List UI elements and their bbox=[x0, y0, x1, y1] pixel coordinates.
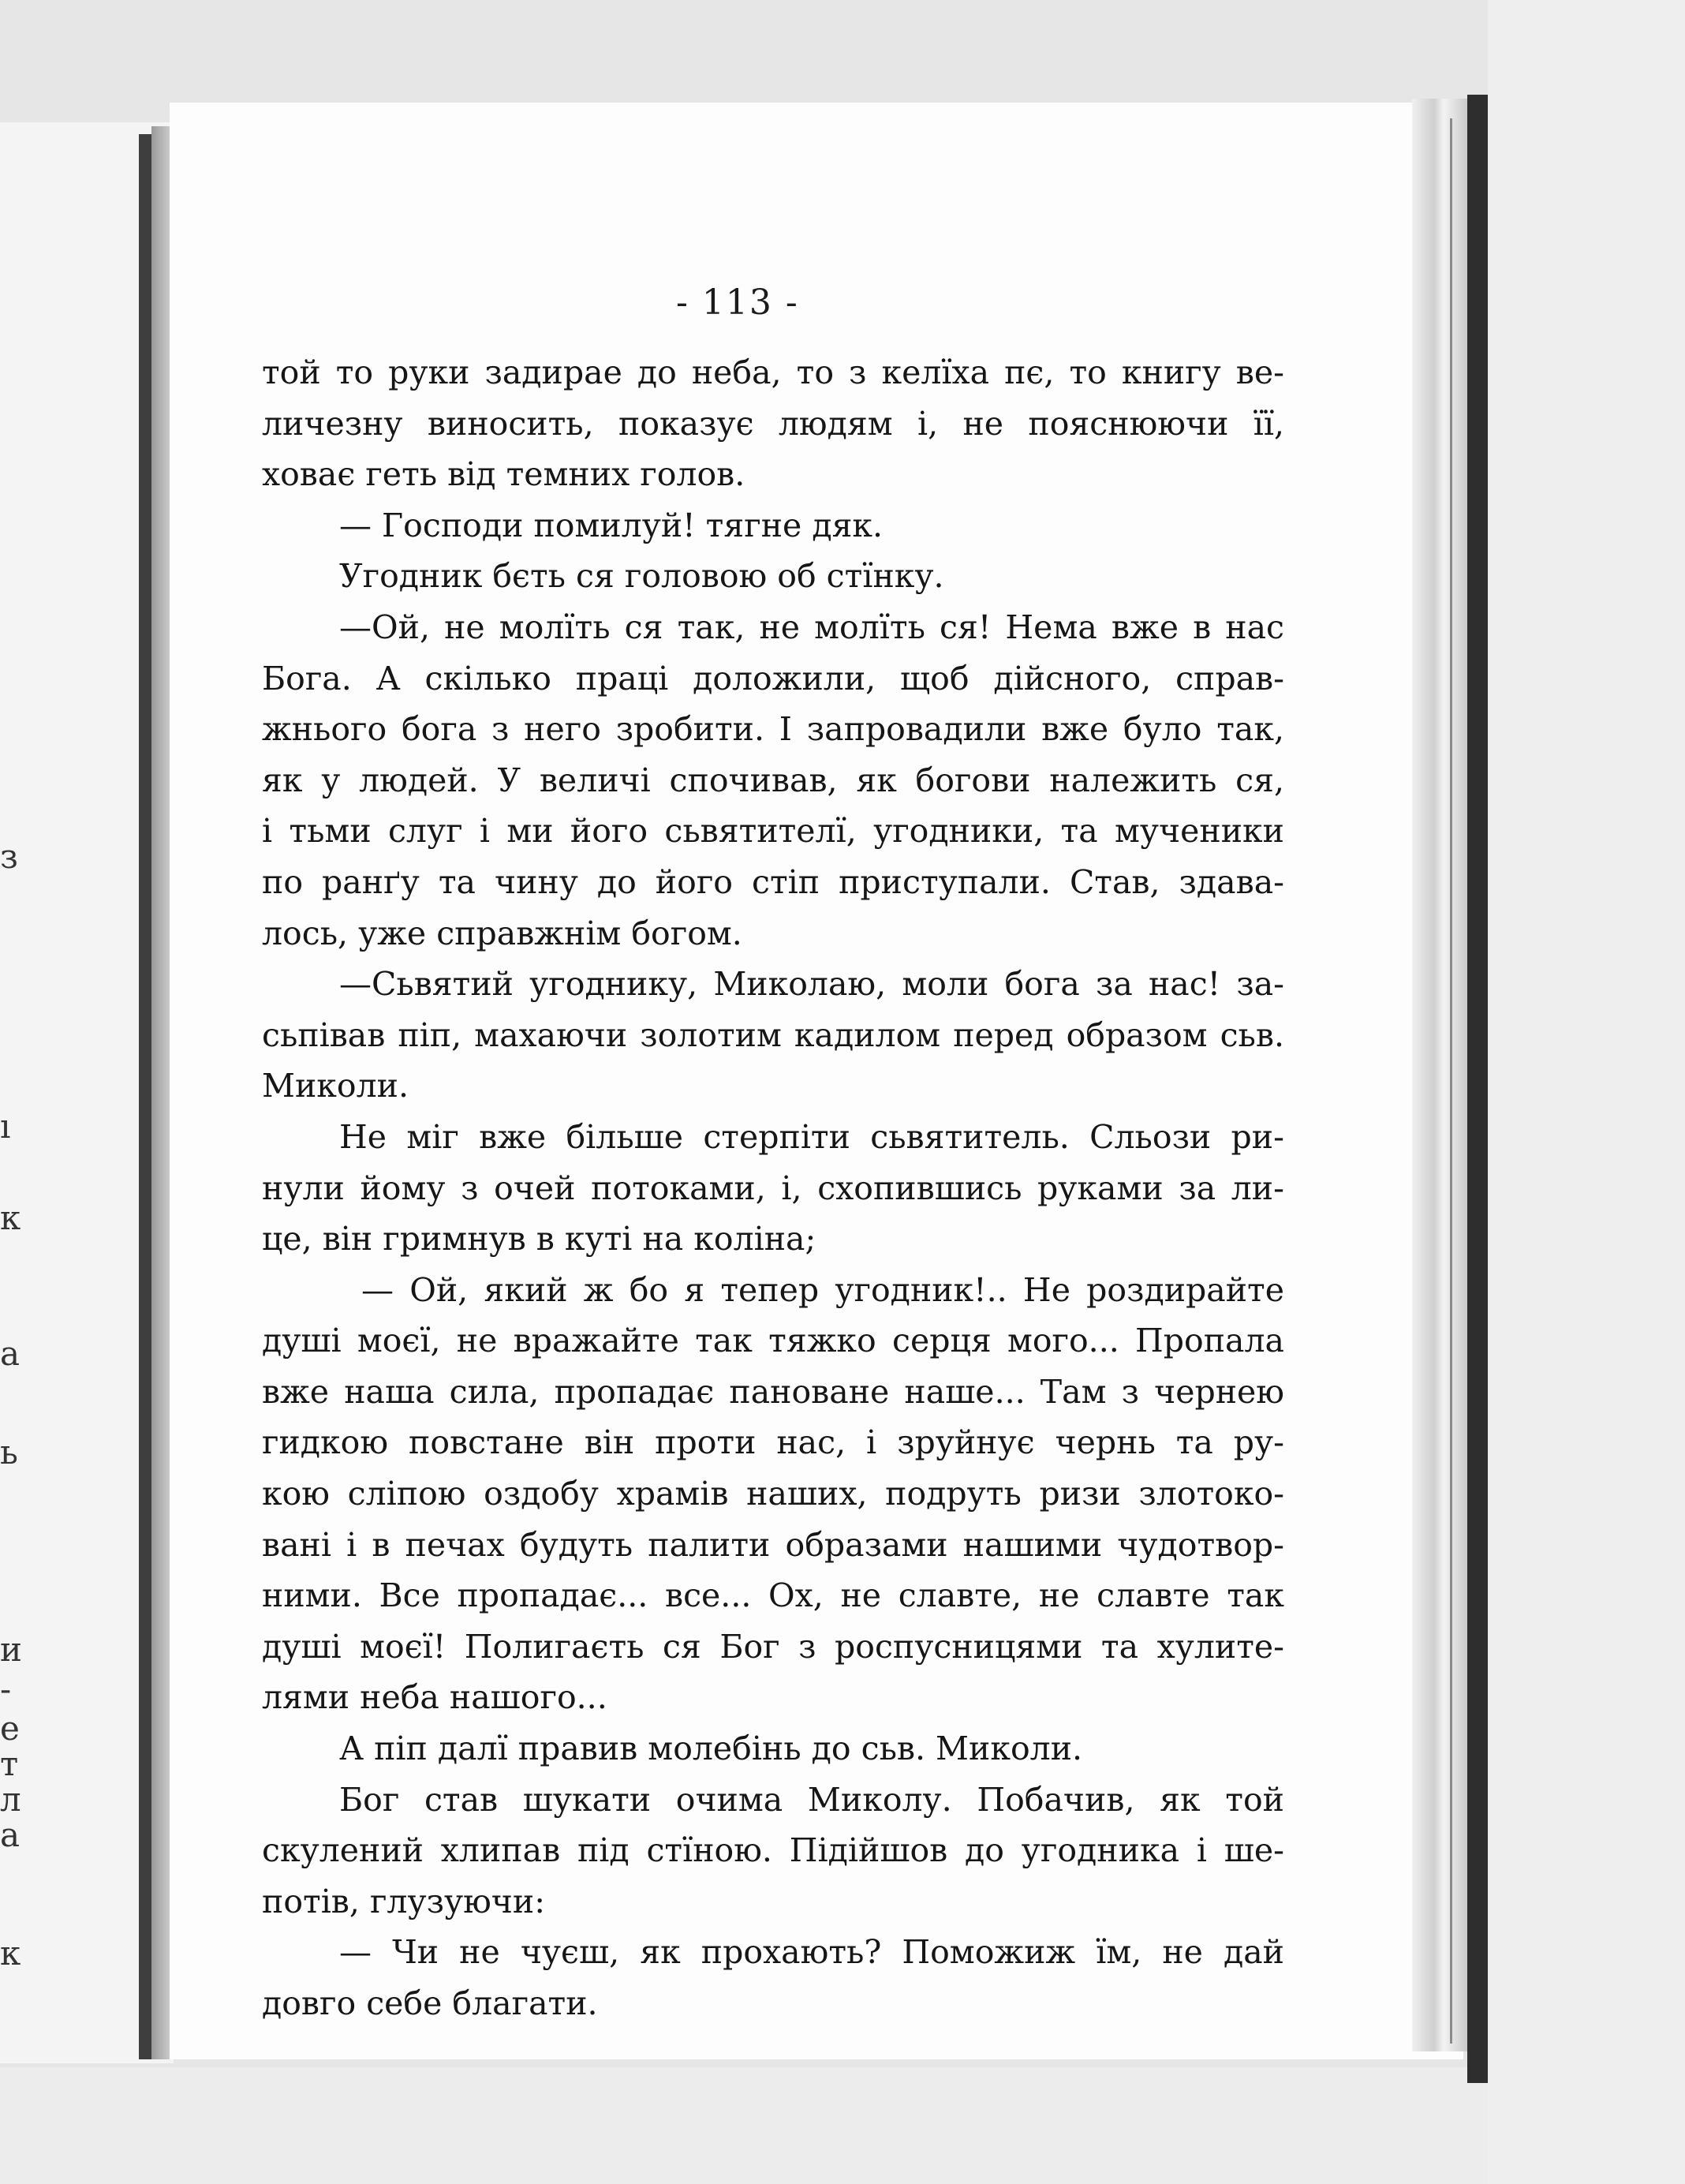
left-margin-letter: к bbox=[0, 1934, 21, 1973]
left-margin-letter: ı bbox=[0, 1107, 11, 1146]
book-spine bbox=[139, 134, 151, 2059]
left-margin-letter: е bbox=[0, 1709, 20, 1748]
left-margin-letter: ь bbox=[0, 1433, 18, 1472]
book-cover-edge bbox=[1467, 95, 1488, 2083]
text-line: личезну виносить, показує людям і, не пояснюючи її, bbox=[262, 404, 1284, 443]
left-margin-letter: - bbox=[0, 1670, 12, 1708]
text-line: —Ой, не молїть ся так, не молїть ся! Нема вже в нас bbox=[339, 608, 1284, 646]
text-line: нули йому з очей потоками, і, схопившись руками за ли- bbox=[262, 1169, 1284, 1207]
left-margin-letter: к bbox=[0, 1199, 21, 1237]
left-page-edge-text bbox=[0, 122, 24, 2063]
page-edge-line bbox=[1450, 118, 1452, 2044]
left-margin-letter: з bbox=[0, 837, 18, 876]
text-line: Миколи. bbox=[262, 1067, 409, 1105]
page-number: - 113 - bbox=[676, 282, 799, 323]
text-line: по ранґу та чину до його стіп приступали. Став, здава- bbox=[262, 862, 1284, 901]
left-margin-letter: а bbox=[0, 1334, 21, 1373]
text-line: А піп далї правив молебінь до сьв. Миколи. bbox=[339, 1730, 1083, 1768]
text-line: — Чи не чуєш, як прохають? Поможиж їм, не дай bbox=[339, 1933, 1284, 1972]
text-line: жнього бога з него зробити. І запровадили вже було так, bbox=[262, 710, 1284, 749]
bottom-background bbox=[0, 2067, 1488, 2184]
text-line: ховає геть від темних голов. bbox=[262, 455, 745, 494]
mount-background bbox=[1488, 0, 1685, 2184]
text-line: —Сьвятий угоднику, Миколаю, моли бога за нас! за- bbox=[339, 965, 1284, 1004]
left-margin-letter: а bbox=[0, 1816, 21, 1854]
left-margin-letter: и bbox=[0, 1630, 22, 1669]
text-line: Угодник бєть ся головою об стїнку. bbox=[339, 557, 944, 596]
text-line: довго себе благати. bbox=[262, 1984, 598, 2022]
left-margin-letter: т bbox=[0, 1745, 19, 1783]
text-line: скулений хлипав під стїною. Підійшов до угодника і ше- bbox=[262, 1831, 1284, 1870]
page-fore-edge bbox=[1412, 99, 1475, 2051]
text-line: душі моєї! Полигаєть ся Бог з роспусницями та хулите- bbox=[262, 1627, 1284, 1666]
left-margin-letter: л bbox=[0, 1780, 21, 1819]
text-line: як у людей. У величі спочивав, як богови належить ся, bbox=[262, 761, 1284, 799]
text-line: потів, глузуючи: bbox=[262, 1882, 546, 1920]
text-line: Бог став шукати очима Миколу. Побачив, як той bbox=[339, 1780, 1284, 1819]
text-line: — Ой, який ж бо я тепер угодник!.. Не роздирайте bbox=[361, 1270, 1284, 1309]
text-line: це, він гримнув в куті на коліна; bbox=[262, 1220, 816, 1258]
text-line: лями неба нашого... bbox=[262, 1678, 607, 1717]
text-line: лось, уже справжнім богом. bbox=[262, 914, 742, 952]
text-line: кою сліпою оздобу храмів наших, подруть ризи злотоко- bbox=[262, 1475, 1284, 1513]
text-line: — Господи помилуй! тягне дяк. bbox=[339, 506, 884, 544]
text-line: і тьми слуг і ми його сьвятителї, угодники, та мученики bbox=[262, 812, 1284, 851]
text-line: той то руки задирае до неба, то з келїха пє, то книгу ве- bbox=[262, 353, 1284, 391]
text-line: гидкою повстане він проти нас, і зруйнує чернь та ру- bbox=[262, 1423, 1284, 1462]
body-text bbox=[262, 347, 1284, 2029]
text-line: вже наша сила, пропадає пановане наше... Там з чернею bbox=[262, 1372, 1284, 1411]
text-line: ними. Все пропадає... все... Ох, не славте, не славте так bbox=[262, 1576, 1284, 1615]
text-line: сьпівав піп, махаючи золотим кадилом перед образом сьв. bbox=[262, 1015, 1284, 1054]
text-line: Бога. А скілько праці доложили, щоб дійсного, справ- bbox=[262, 659, 1284, 697]
text-line: душі моєї, не вражайте так тяжко серця мого... Пропала bbox=[262, 1322, 1284, 1360]
text-line: вані і в печах будуть палити образами нашими чудотвор- bbox=[262, 1525, 1284, 1564]
text-line: Не міг вже більше стерпіти сьвятитель. Сльози ри- bbox=[339, 1117, 1284, 1156]
